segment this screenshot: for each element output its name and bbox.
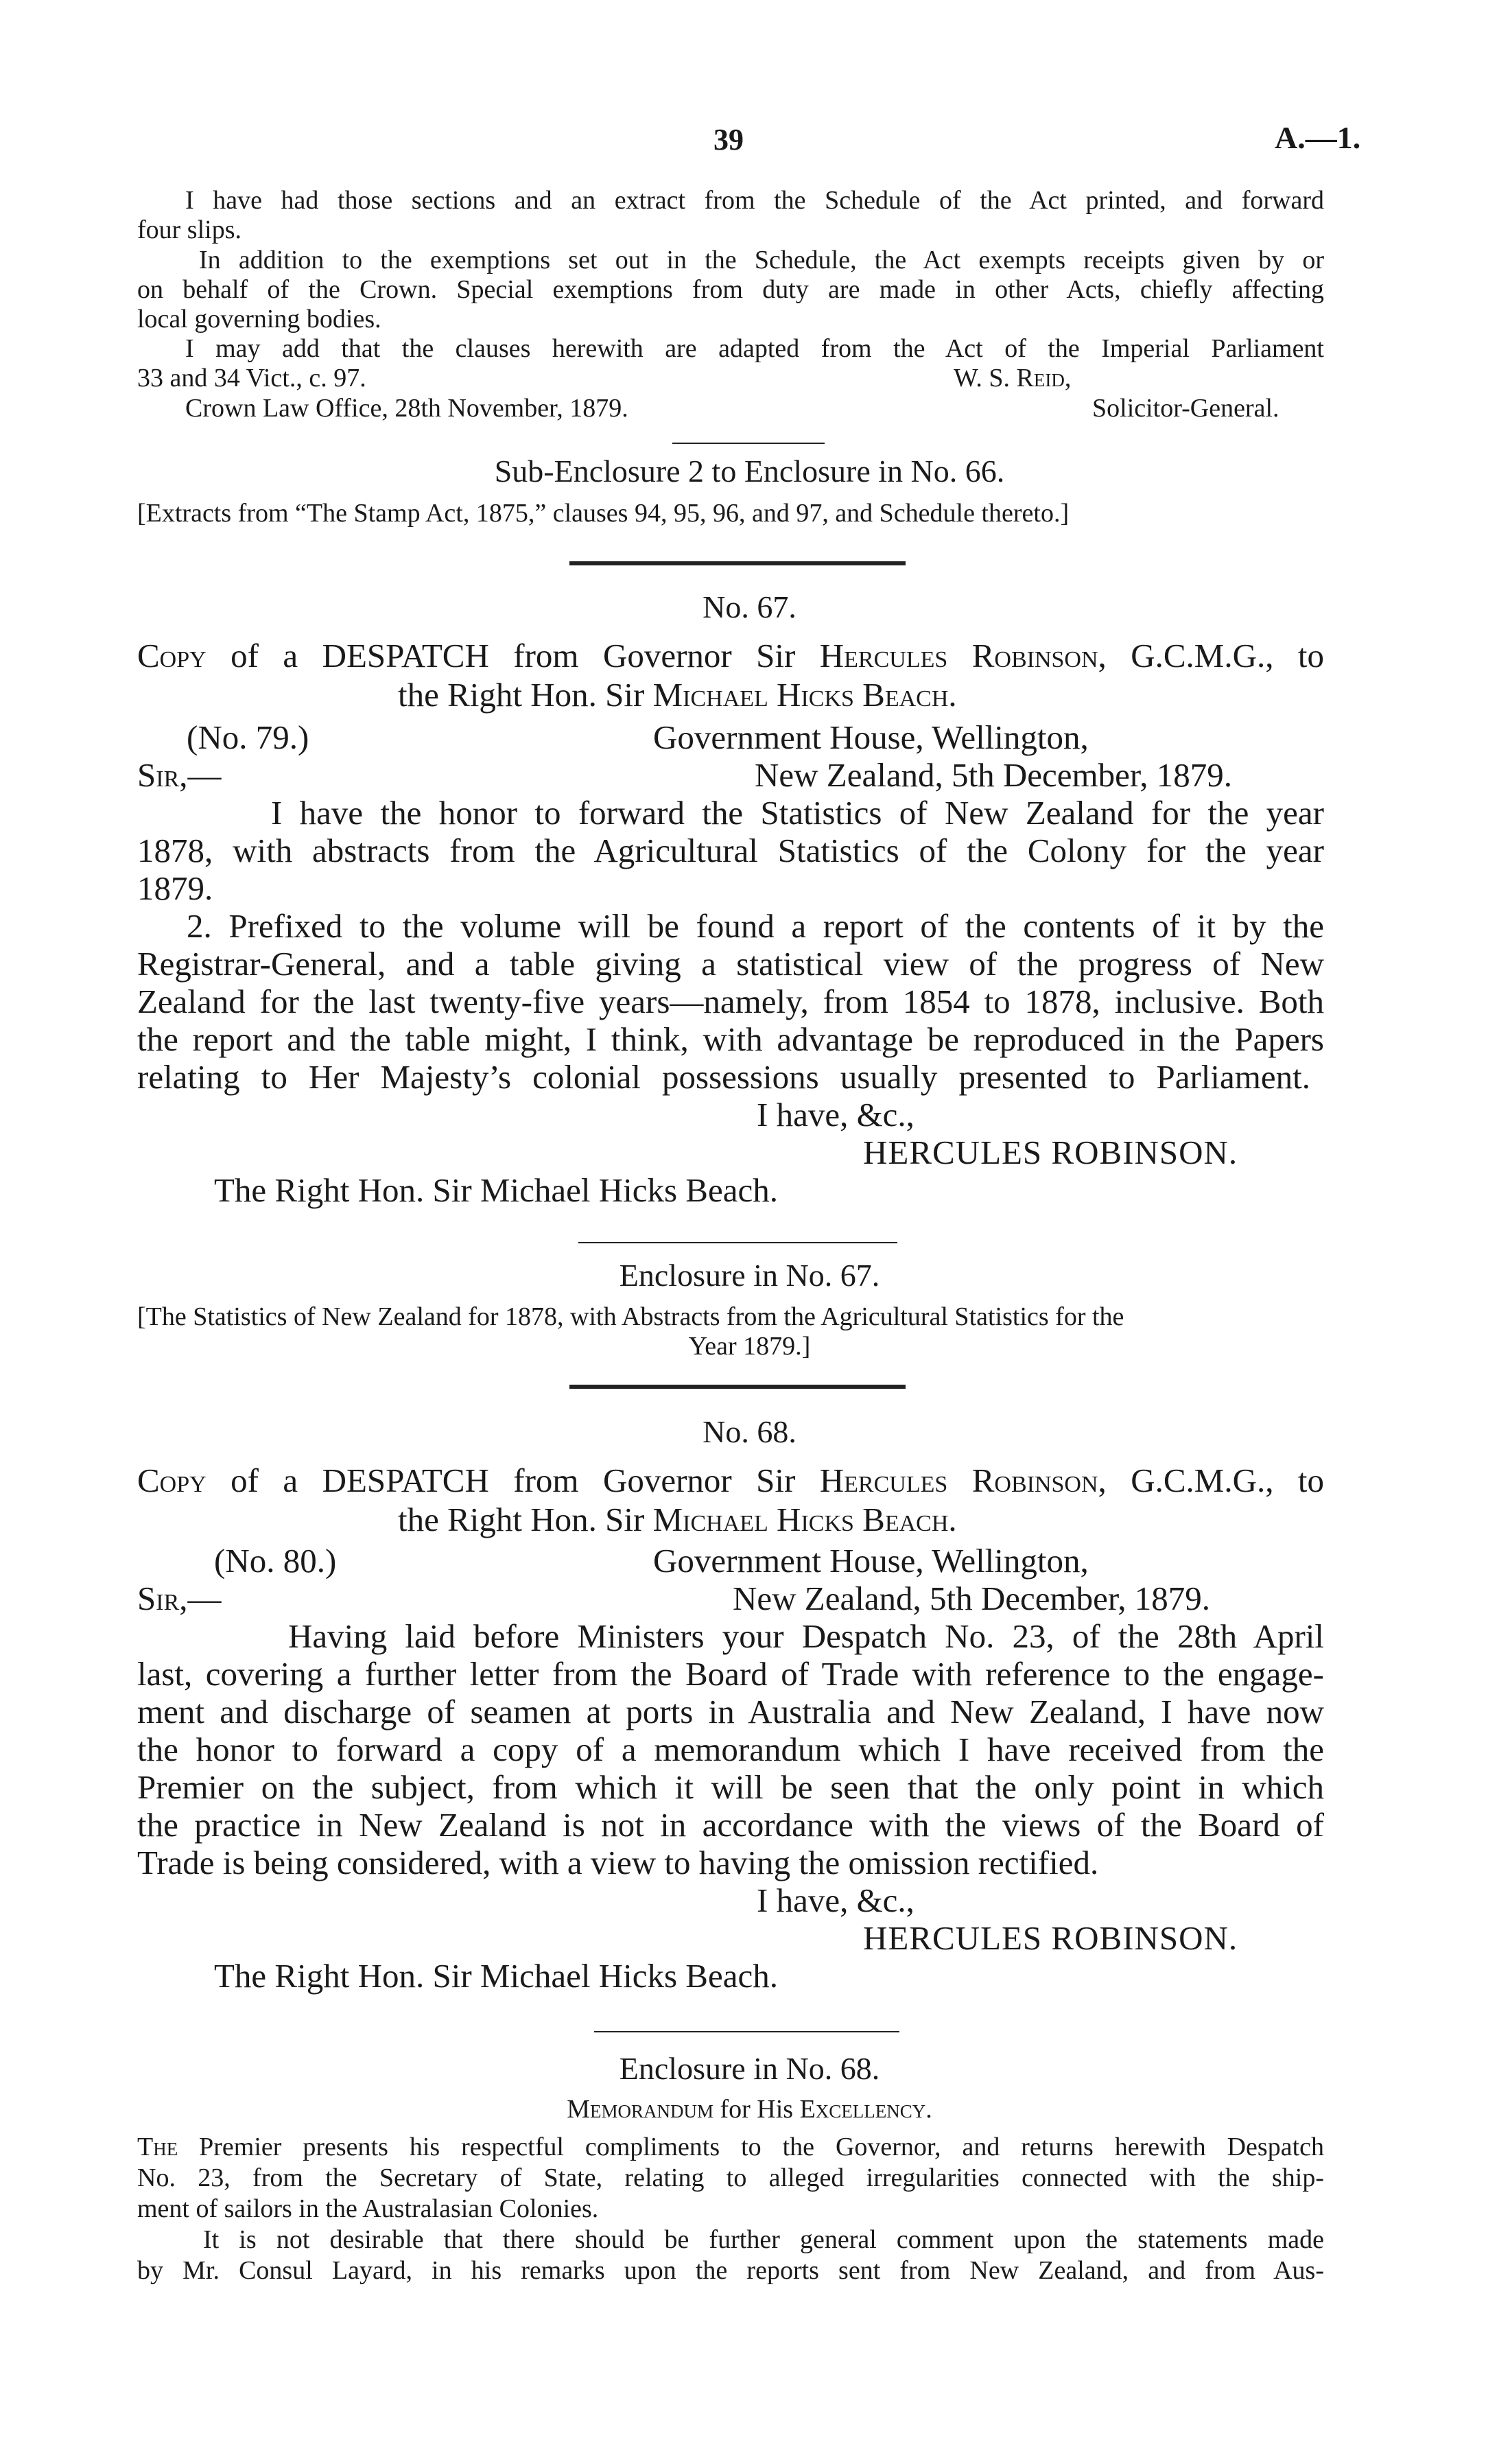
intro-line: local governing bodies. [137,305,381,333]
heading-text: the Right Hon. Sir [398,1501,645,1538]
body-line: Trade is being considered, with a view to having the omission rectified. [137,1844,1099,1881]
memo-word: Memorandum [567,2095,713,2124]
despatch-address: Government House, Wellington, [653,718,1089,756]
memo-text: Premier presents his respectful compliments to the Governor, and returns herewith Despatch [199,2133,1324,2161]
memo-line: by Mr. Consul Layard, in his remarks upon the reports sent from New Zealand, and from Aus- [137,2256,1324,2285]
despatch-date: New Zealand, 5th December, 1879. [755,756,1233,794]
office-date: Crown Law Office, 28th November, 1879. [185,394,628,423]
body-line: Having laid before Ministers your Despatch No. 23, of the 28th April [288,1617,1324,1655]
series-code: A.—1. [1275,120,1361,155]
memo-line: ment of sailors in the Australasian Colonies. [137,2194,599,2223]
intro-line: 33 and 34 Vict., c. 97. [137,364,366,392]
body-line: Registrar-General, and a table giving a statistical view of the progress of New [137,945,1324,983]
sub-enclosure-title: Sub-Enclosure 2 to Enclosure in No. 66. [494,454,1005,489]
memo-line [137,2132,1324,2162]
salutation: Sir,— [137,756,222,794]
enclosure-title: Enclosure in No. 67. [619,1258,880,1293]
despatch-ref: (No. 80.) [214,1542,337,1580]
heading-text: the Right Hon. Sir [398,676,645,714]
divider [594,2031,899,2032]
despatch-address: Government House, Wellington, [653,1542,1089,1580]
body-line: ment and discharge of seamen at ports in Australia and New Zealand, I have now [137,1693,1324,1730]
despatch-heading-line1 [137,1462,1324,1500]
heading-text: G.C.M.G., to [1131,1462,1325,1499]
despatch-number: No. 67. [703,589,796,624]
memo-line: No. 23, from the Secretary of State, relating to alleged irregularities connected with the ship- [137,2163,1324,2192]
despatch-number: No. 68. [703,1414,796,1449]
memo-line: It is not desirable that there should be further general comment upon the statements made [203,2225,1324,2254]
heading-text: of a DESPATCH from Governor Sir [231,1462,796,1499]
governor-name: Hercules Robinson, [819,1462,1107,1499]
closing: I have, &c., [757,1881,914,1919]
recipient-name: Michael Hicks Beach. [652,1501,957,1538]
body-line: the honor to forward a copy of a memorandum which I have received from the [137,1730,1324,1768]
page-number: 39 [713,123,744,156]
addressee: The Right Hon. Sir Michael Hicks Beach. [214,1957,778,1995]
body-line: last, covering a further letter from the Board of Trade with reference to the engage- [137,1655,1324,1693]
recipient-name: Michael Hicks Beach. [652,676,957,714]
memo-for: for His [720,2095,794,2124]
despatch-heading-line2 [398,1501,957,1539]
despatch-ref: (No. 79.) [187,718,309,756]
memo-the: The [137,2133,178,2161]
memo-heading [0,2094,1499,2124]
body-line: Premier on the subject, from which it will be seen that the only point in which [137,1768,1324,1806]
addressee: The Right Hon. Sir Michael Hicks Beach. [214,1171,778,1209]
body-line: 2. Prefixed to the volume will be found a report of the contents of it by the [187,907,1324,945]
body-line: Zealand for the last twenty-five years—namely, from 1854 to 1878, inclusive. Both [137,983,1324,1020]
body-line: 1878, with abstracts from the Agricultural Statistics of the Colony for the year [137,832,1324,869]
body-line: relating to Her Majesty’s colonial possessions usually presented to Parliament. [137,1058,1310,1096]
governor-name: Hercules Robinson, [819,637,1107,674]
intro-line: I have had those sections and an extract from the Schedule of the Act printed, and forward [185,186,1324,215]
divider [672,443,825,444]
body-line: I have the honor to forward the Statistics of New Zealand for the year [271,794,1324,832]
enclosure-title: Enclosure in No. 68. [619,2051,880,2086]
enclosure-note: [The Statistics of New Zealand for 1878, with Abstracts from the Agricultural Statistics for the [137,1302,1124,1331]
intro-line: In addition to the exemptions set out in the Schedule, the Act exempts receipts given by or [199,246,1324,274]
despatch-date: New Zealand, 5th December, 1879. [733,1580,1211,1617]
despatch-heading-line1 [137,637,1324,675]
intro-line: four slips. [137,215,241,244]
signer-title: Solicitor-General. [1092,394,1279,423]
heading-text: G.C.M.G., to [1131,637,1325,674]
intro-line: on behalf of the Crown. Special exemptions from duty are made in other Acts, chiefly affecting [137,275,1324,304]
intro-line: I may add that the clauses herewith are adapted from the Act of the Imperial Parliament [185,334,1324,363]
body-line: the report and the table might, I think, with advantage be reproduced in the Papers [137,1020,1324,1058]
copy-word: Copy [137,1462,206,1499]
body-line: the practice in New Zealand is not in accordance with the views of the Board of [137,1806,1324,1844]
salutation: Sir,— [137,1580,222,1617]
closing: I have, &c., [757,1096,914,1134]
sub-enclosure-note: [Extracts from “The Stamp Act, 1875,” clauses 94, 95, 96, and 97, and Schedule thereto.] [137,499,1070,528]
body-line: 1879. [137,869,213,907]
heading-text: of a DESPATCH from Governor Sir [231,637,796,674]
divider [578,1242,897,1243]
thick-divider [569,561,906,565]
enclosure-note: Year 1879.] [688,1332,811,1361]
signature: HERCULES ROBINSON. [863,1919,1238,1957]
memo-excellency: Excellency. [799,2095,932,2124]
thick-divider [569,1385,906,1389]
copy-word: Copy [137,637,206,674]
despatch-heading-line2 [398,676,957,714]
signature: HERCULES ROBINSON. [863,1134,1238,1171]
signer-name: W. S. Reid, [954,364,1072,392]
